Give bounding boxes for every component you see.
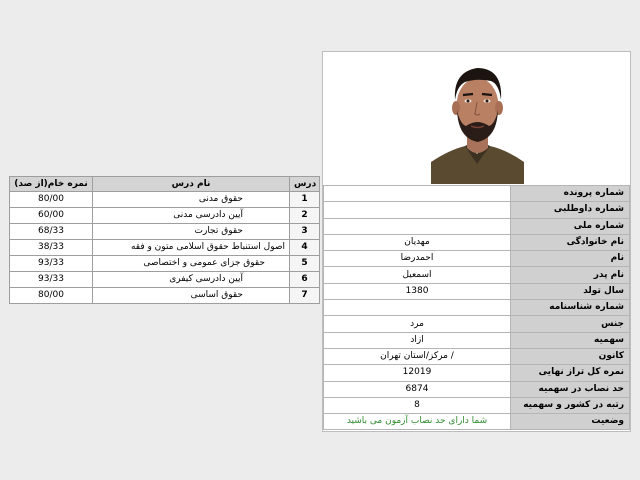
bar-association-value: / مرکز/استان تهران [324,348,511,364]
info-row-id-number [324,300,630,316]
score-cell: 68/33 [10,224,93,240]
course-name-cell: حقوق تجارت [93,224,290,240]
status-label: وضعیت [511,414,630,430]
birth-year-label: سال تولد [511,283,630,299]
scores-header-row [10,177,320,192]
info-row-national-id [324,218,630,234]
info-row-candidate-number [324,202,630,218]
quota-threshold-label: حد نصاب در سهمیه [511,381,630,397]
final-score-label: نمره کل تراز نهایی [511,365,630,381]
course-name-cell: آیین دادرسی کیفری [93,272,290,288]
course-name-cell: حقوق جزای عمومی و اختصاصی [93,256,290,272]
final-score-value: 12019 [324,365,511,381]
table-row [10,192,320,208]
course-index-cell: 4 [290,240,320,256]
course-index-cell: 1 [290,192,320,208]
bar-association-label: کانون [511,348,630,364]
info-row-birth-year [324,283,630,299]
quota-label: سهمیه [511,332,630,348]
info-row-bar-association [324,348,630,364]
course-name-cell: آیین دادرسی مدنی [93,208,290,224]
photo-area [323,52,630,185]
score-cell: 80/00 [10,192,93,208]
info-row-final-score [324,365,630,381]
course-index-cell: 7 [290,288,320,304]
birth-year-value: 1380 [324,283,511,299]
table-row [10,240,320,256]
header-score: نمره خام(از صد) [10,177,93,192]
candidate-photo [431,54,524,184]
info-row-quota [324,332,630,348]
info-row-file-number [324,186,630,202]
status-value: شما دارای حد نصاب آزمون می باشید [324,414,511,430]
course-name-cell: اصول استنباط حقوق اسلامی متون و فقه [93,240,290,256]
info-row-last-name [324,234,630,250]
first-name-label: نام [511,251,630,267]
course-index-cell: 6 [290,272,320,288]
table-row [10,224,320,240]
quota-value: ازاد [324,332,511,348]
course-index-cell: 3 [290,224,320,240]
gender-value: مرد [324,316,511,332]
file-number-value [324,186,511,202]
info-row-gender [324,316,630,332]
course-name-cell: حقوق مدنی [93,192,290,208]
rank-value: 8 [324,397,511,413]
gender-label: جنس [511,316,630,332]
father-name-label: نام پدر [511,267,630,283]
national-id-value [324,218,511,234]
header-course-name: نام درس [93,177,290,192]
info-row-father-name [324,267,630,283]
profile-card [322,51,631,432]
candidate-number-value [324,202,511,218]
course-name-cell: حقوق اساسی [93,288,290,304]
info-row-status [324,414,630,430]
info-row-first-name [324,251,630,267]
table-row [10,272,320,288]
score-cell: 93/33 [10,256,93,272]
id-number-label: شماره شناسنامه [511,300,630,316]
course-index-cell: 2 [290,208,320,224]
score-cell: 93/33 [10,272,93,288]
first-name-value: احمدرضا [324,251,511,267]
scores-table [9,176,320,304]
rank-label: رتبه در کشور و سهمیه [511,397,630,413]
last-name-label: نام خانوادگی [511,234,630,250]
table-row [10,208,320,224]
info-row-quota-threshold [324,381,630,397]
info-row-rank [324,397,630,413]
table-row [10,256,320,272]
candidate-number-label: شماره داوطلبی [511,202,630,218]
quota-threshold-value: 6874 [324,381,511,397]
last-name-value: مهدیان [324,234,511,250]
national-id-label: شماره ملی [511,218,630,234]
course-index-cell: 5 [290,256,320,272]
id-number-value [324,300,511,316]
table-row [10,288,320,304]
score-cell: 80/00 [10,288,93,304]
candidate-info-table [323,185,630,430]
score-cell: 60/00 [10,208,93,224]
header-course: درس [290,177,320,192]
score-cell: 38/33 [10,240,93,256]
file-number-label: شماره پرونده [511,186,630,202]
father-name-value: اسمعیل [324,267,511,283]
